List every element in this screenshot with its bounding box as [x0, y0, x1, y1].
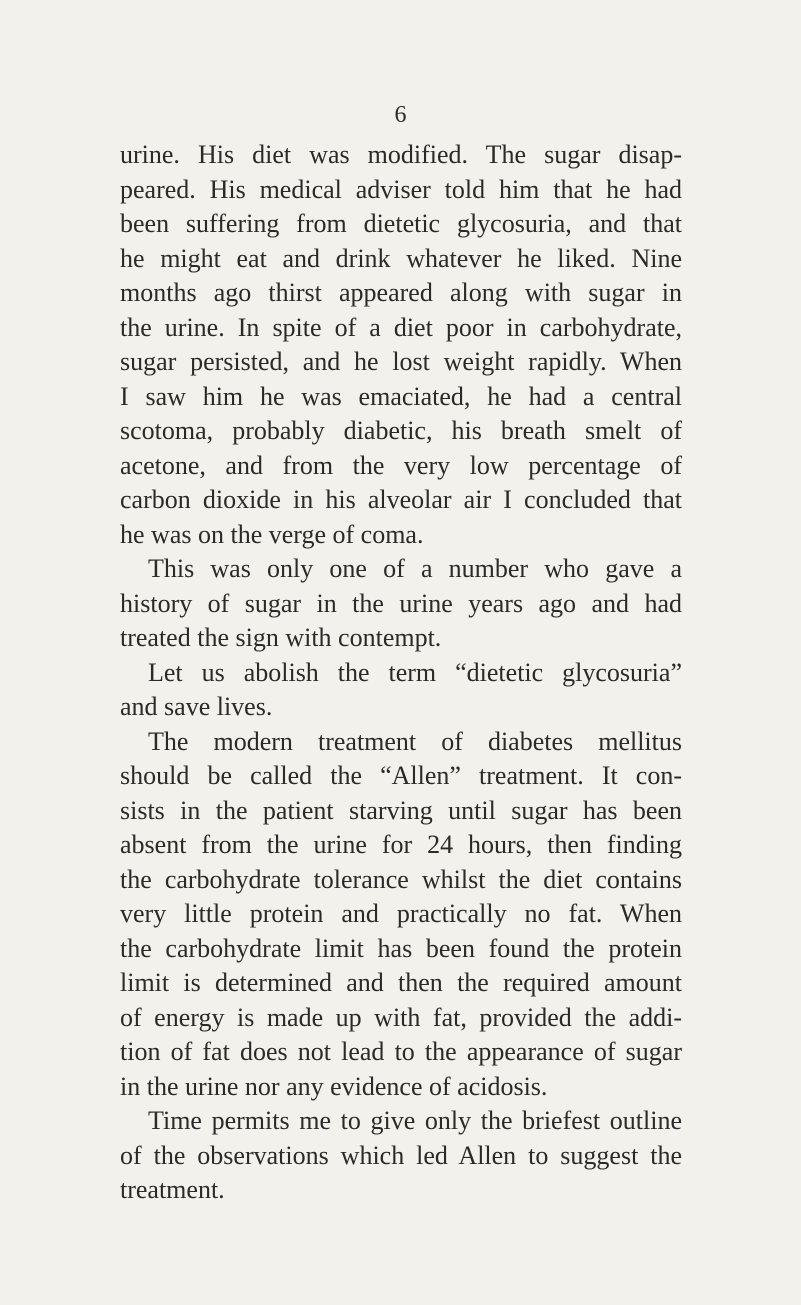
text-line: should be called the “Allen” treatment. It con-	[120, 761, 682, 790]
text-line: urine. His diet was modified. The sugar disap-	[120, 140, 682, 169]
text-line: limit is determined and then the required amount	[120, 968, 682, 997]
text-line: tion of fat does not lead to the appearance of sugar	[120, 1037, 682, 1066]
text-line: months ago thirst appeared along with sugar in	[120, 278, 682, 307]
text-line: This was only one of a number who gave a	[148, 554, 682, 583]
text-line: history of sugar in the urine years ago and had	[120, 588, 682, 618]
text-line: acetone, and from the very low percentage of	[120, 450, 682, 480]
text-line: scotoma, probably diabetic, his breath smelt of	[120, 416, 682, 445]
text-line: the urine. In spite of a diet poor in carbohydrate,	[120, 312, 682, 342]
text-line: in the urine nor any evidence of acidosis.	[120, 1071, 548, 1101]
text-line: the carbohydrate limit has been found the protein	[120, 933, 682, 963]
text-line: the carbohydrate tolerance whilst the diet contains	[120, 864, 682, 894]
text-line: The modern treatment of diabetes mellitus	[148, 726, 682, 756]
text-line: he might eat and drink whatever he liked. Nine	[120, 243, 682, 273]
text-line: Time permits me to give only the briefest outline	[148, 1106, 682, 1135]
text-line: carbon dioxide in his alveolar air I concluded that	[120, 485, 682, 514]
text-line: and save lives.	[120, 692, 273, 721]
page-number: 6	[394, 102, 407, 128]
text-line: sugar persisted, and he lost weight rapidly. When	[120, 347, 682, 376]
body-text	[120, 138, 682, 1208]
text-line: sists in the patient starving until sugar has been	[120, 795, 682, 825]
text-line: been suffering from dietetic glycosuria, and that	[120, 209, 682, 238]
text-line: treated the sign with contempt.	[120, 623, 442, 652]
text-line: treatment.	[120, 1175, 225, 1204]
text-line: of the observations which led Allen to suggest the	[120, 1140, 682, 1170]
text-line: he was on the verge of coma.	[120, 519, 424, 549]
text-line: peared. His medical adviser told him that he had	[120, 174, 682, 204]
text-line: absent from the urine for 24 hours, then finding	[120, 830, 682, 859]
text-line: very little protein and practically no fat. When	[120, 899, 682, 928]
text-line: of energy is made up with fat, provided the addi-	[120, 1002, 682, 1032]
text-line: I saw him he was emaciated, he had a central	[120, 381, 682, 411]
text-line: Let us abolish the term “dietetic glycosuria”	[148, 657, 682, 687]
